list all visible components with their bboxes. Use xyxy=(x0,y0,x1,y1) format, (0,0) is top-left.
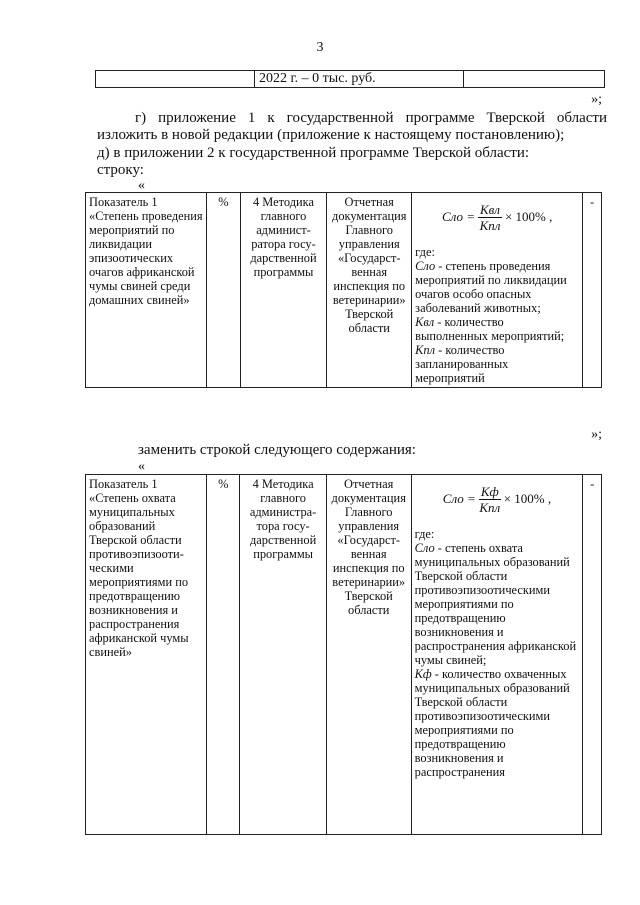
closing-quote-2: »; xyxy=(591,427,602,442)
new-formula: Сло = $\frac{Кф}{\text{Кпл}}$ × 100% , xyxy=(442,483,552,515)
paragraph-d: д) в приложении 2 к государственной программе Тверской области: xyxy=(97,145,530,161)
new-indicator-formula-cell xyxy=(411,475,583,835)
new-indicator-source: Отчетная документация Главного управления «Государст-венная инспекция по ветеринарии» Тверской области xyxy=(326,475,411,835)
budget-row-table xyxy=(95,70,605,88)
old-formula-tail: × 100% , xyxy=(504,209,553,224)
old-indicator-unit: % xyxy=(207,193,241,388)
closing-quote-1: »; xyxy=(591,92,602,107)
new-indicator-table xyxy=(85,474,602,835)
old-def-1: Сло - степень проведения мероприятий по ликвидации очагов особо опасных заболеваний животных; xyxy=(415,259,567,315)
page-number: 3 xyxy=(316,40,324,55)
new-indicator-method: 4 Методика главного администра-тора госу-дарственной программы xyxy=(240,475,326,835)
new-indicator-unit: % xyxy=(207,475,240,835)
old-indicator-method: 4 Методика главного админист-ратора госу-дарственной программы xyxy=(240,193,327,388)
new-formula-numerator: Кф xyxy=(480,483,499,499)
paragraph-g: г) приложение 1 к государственной программе Тверской области изложить в новой редакции (приложение к настоящему постановлению); xyxy=(97,110,607,143)
new-indicator-last: - xyxy=(583,475,602,835)
opening-quote-1: « xyxy=(138,178,145,193)
new-formula-tail: × 100% , xyxy=(503,491,552,506)
old-formula-numerator: Квл xyxy=(480,201,500,217)
old-where: где: xyxy=(415,245,435,259)
new-formula-denominator: Кпл xyxy=(479,499,501,515)
new-def-2: Кф - количество охваченных муниципальных образований Тверской области противоэпизоотическими мероприятиями по предотвращению возникновения и распространения xyxy=(414,667,570,779)
new-formula-lhs: Сло xyxy=(442,491,464,506)
paragraph-replace: заменить строкой следующего содержания: xyxy=(138,442,416,458)
opening-quote-2: « xyxy=(138,459,145,474)
budget-cell-2: 2022 г. – 0 тыс. руб. xyxy=(255,71,464,88)
old-indicator-source: Отчетная документация Главного управления «Государст-венная инспекция по ветеринарии» Тверской области xyxy=(327,193,412,388)
old-indicator-name: Показатель 1 «Степень проведения мероприятий по ликвидации эпизоотических очагов африканской чумы свиней среди домашних свиней» xyxy=(86,193,207,388)
old-formula: Сло = $\frac{\text{Квл}}{\text{Кпл}}$ × 100% , xyxy=(441,201,553,233)
new-def-1: Сло - степень охвата муниципальных образований Тверской области противоэпизоотическими мероприятиями по предотвращению возникновения и распространения африканской чумы свиней; xyxy=(414,541,577,667)
old-def-2: Квл - количество выполненных мероприятий; xyxy=(415,315,565,343)
old-indicator-last: - xyxy=(583,193,602,388)
old-formula-denominator: Кпл xyxy=(479,217,501,233)
new-formula-fraction xyxy=(479,484,501,515)
budget-cell-1 xyxy=(96,71,255,88)
new-indicator-name: Показатель 1 «Степень охвата муниципальных образований Тверской области противоэпизооти-ческими мероприятиями по предотвращению возникновения и распространения африканской чумы свиней» xyxy=(86,475,207,835)
budget-cell-3 xyxy=(464,71,605,88)
new-where: где: xyxy=(414,527,435,541)
old-formula-lhs: Сло xyxy=(441,209,463,224)
old-def-3: Кпл - количество запланированных мероприятий xyxy=(415,343,509,385)
paragraph-d-row: строку: xyxy=(97,162,144,178)
old-indicator-formula-cell xyxy=(412,193,583,388)
old-formula-fraction xyxy=(478,202,502,233)
old-indicator-table xyxy=(85,192,602,388)
